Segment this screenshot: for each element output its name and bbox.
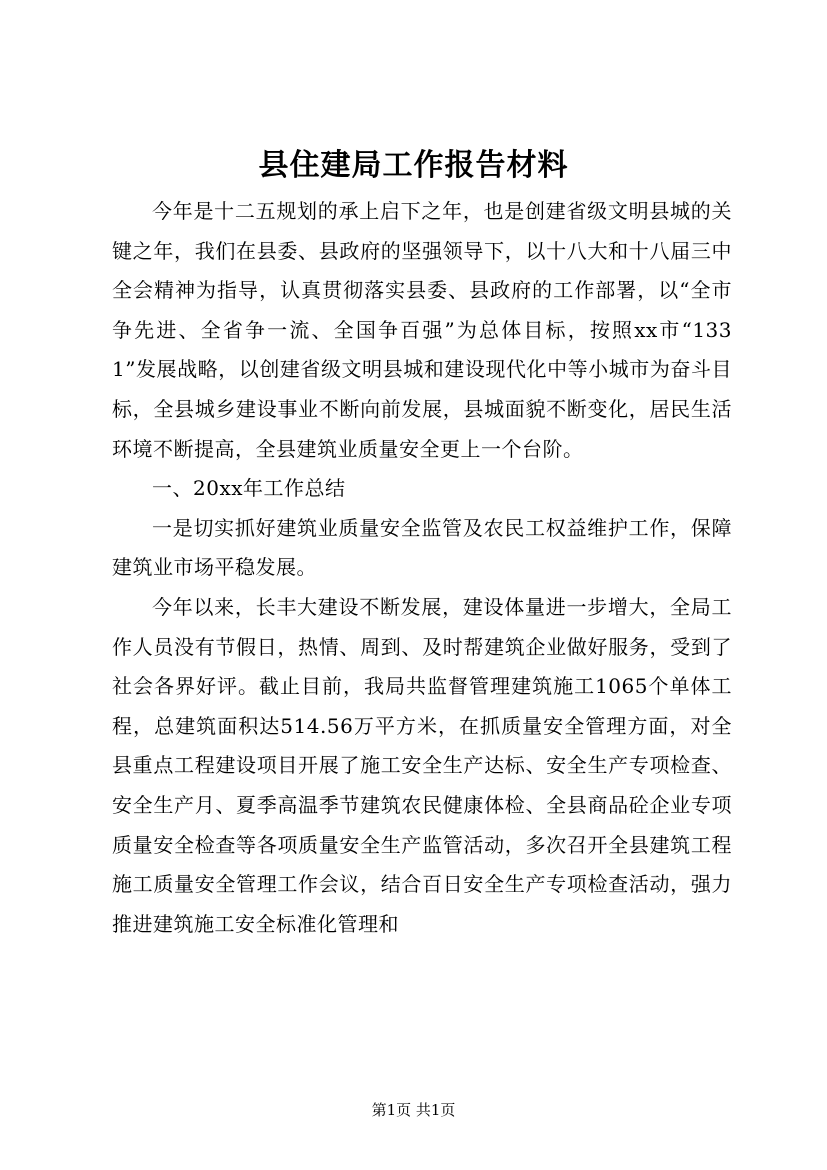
section-heading: 一、20xx年工作总结	[152, 476, 346, 501]
document-title: 县住建局工作报告材料	[258, 148, 569, 183]
page-number: 第1页 共1页	[371, 1101, 456, 1119]
intro-paragraph: 今年是十二五规划的承上启下之年，也是创建省级文明县城的关键之年，我们在县委、县政府的坚强领导下，以十八大和十八届三中全会精神为指导，认真贯彻落实县委、县政府的工作部署，以“全市争先进、全省争一流、全国争百强”为总体目标，按照xx市“1331”发展战略，以创建省级文明县城和建设现代化中等小城市为奋斗目标，全县城乡建设事业不断向前发展，县城面貌不断变化，居民生活环境不断提高，全县建筑业质量安全更上一个台阶。	[112, 199, 732, 461]
detail-paragraph: 今年以来，长丰大建设不断发展，建设体量进一步增大，全局工作人员没有节假日，热情、周到、及时帮建筑企业做好服务，受到了社会各界好评。截止目前，我局共监督管理建筑施工1065个单体工程，总建筑面积达514.56万平方米，在抓质量安全管理方面，对全县重点工程建设项目开展了施工安全生产达标、安全生产专项检查、安全生产月、夏季高温季节建筑农民健康体检、全县商品砼企业专项质量安全检查等各项质量安全生产监管活动，多次召开全县建筑工程施工质量安全管理工作会议，结合百日安全生产专项检查活动，强力推进建筑施工安全标准化管理和	[112, 594, 732, 936]
document-body	[112, 192, 732, 944]
point-one-paragraph: 一是切实抓好建筑业质量安全监管及农民工权益维护工作，保障建筑业市场平稳发展。	[112, 515, 732, 580]
